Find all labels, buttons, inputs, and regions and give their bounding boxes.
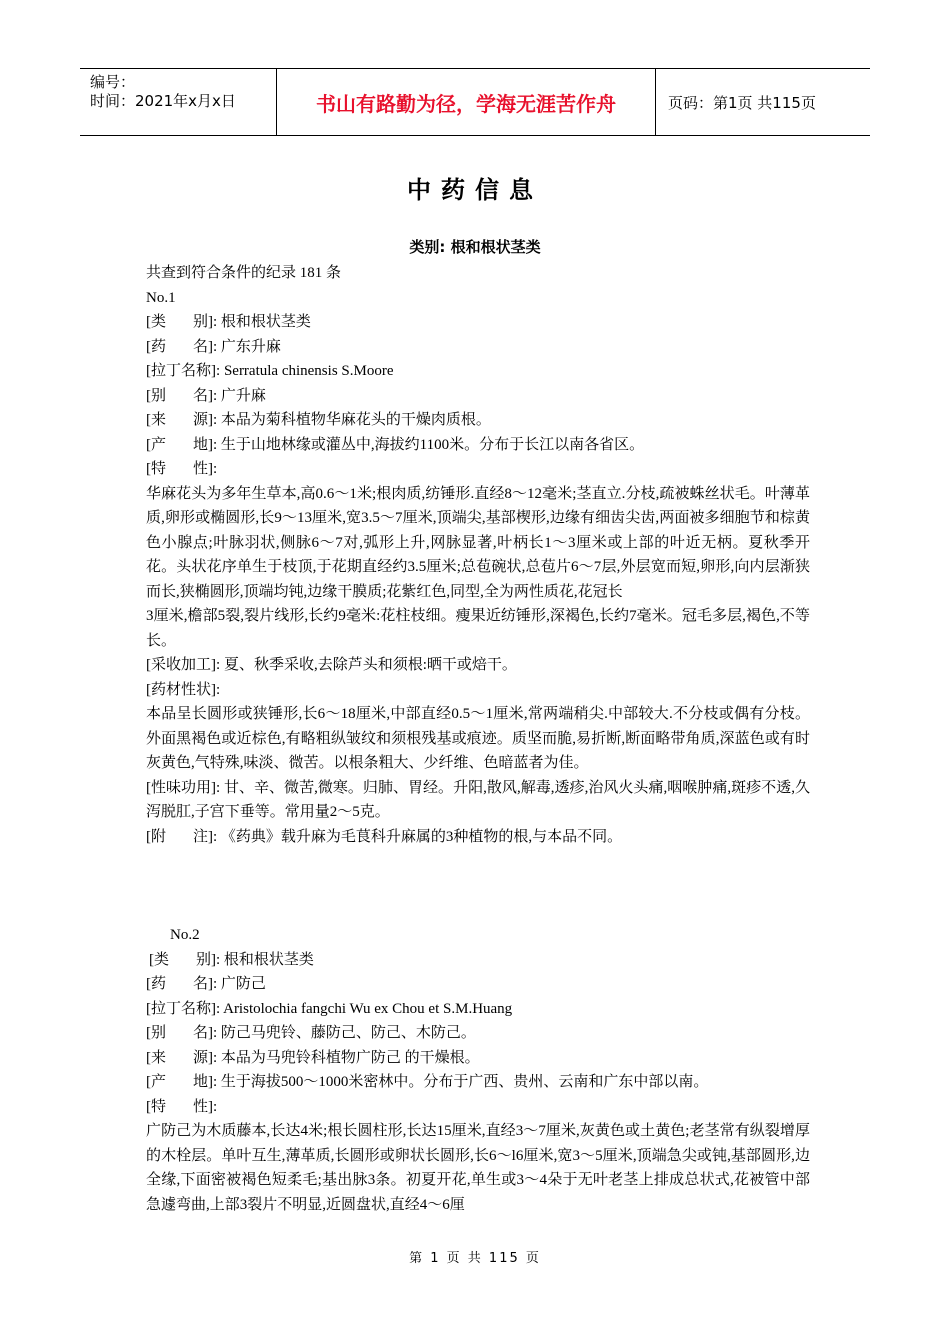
field-label: 别 名 <box>151 1025 208 1041</box>
field-source: [ 来 源 ]: 本品为马兜铃科植物广防己 的干燥根。 <box>146 1046 810 1071</box>
field-label: 来 源 <box>151 412 208 428</box>
entry-number: No.1 <box>146 289 176 306</box>
field-label: 性味功用 <box>151 779 212 796</box>
field-latin: [拉丁名称]: Serratula chinensis S.Moore <box>146 359 810 384</box>
field-label: 药 名 <box>151 976 208 992</box>
header-meta <box>90 73 236 111</box>
header-time: 时间：2021年x月x日 <box>90 92 236 110</box>
field-material: [药材性状]: <box>146 678 810 703</box>
field-label: 特 性 <box>151 461 208 477</box>
field-alias: [ 别 名 ]: 广升麻 <box>146 384 810 409</box>
record-count: 共查到符合条件的纪录 181 条 <box>146 265 342 281</box>
field-harvest: [采收加工]: 夏、秋季采收,去除芦头和须根:晒干或焙干。 <box>146 653 810 678</box>
field-taste: [性味功用]: 甘、辛、微苦,微寒。归肺、胃经。升阳,散风,解毒,透疹,治风火头痛,咽喉肿痛,斑疹不透,久泻脱肛,子宫下垂等。常用量2～5克。 <box>146 776 810 825</box>
field-trait: [ 特 性 ]: <box>146 1095 810 1120</box>
field-label: 药 名 <box>151 338 208 355</box>
document-title: 中药信息 <box>407 176 543 204</box>
document-body <box>146 261 810 1217</box>
field-trait: [ 特 性 ]: <box>146 457 810 482</box>
field-label: 采收加工 <box>151 657 212 673</box>
material-paragraph: 本品呈长圆形或狭锤形,长6～18厘米,中部直经0.5～1厘米,常两端稍尖.中部较大.不分枝或偶有分枝。外面黑褐色或近棕色,有略粗纵皱纹和须根残基或痕迹。质坚而脆,易折断,断面略带角质,深蓝色或有时灰黄色,气特殊,味淡、微苦。以根条粗大、少纤维、色暗蓝者为佳。 <box>146 706 810 771</box>
field-label: 产 地 <box>151 1074 208 1090</box>
field-label: 别 名 <box>151 387 208 404</box>
trait-paragraph: 华麻花头为多年生草本,高0.6～1米;根肉质,纺锤形.直经8～12毫米;茎直立.分枝,疏被蛛丝状毛。叶薄革质,卵形或椭圆形,长9～13厘米,宽3.5～7厘米,顶端尖,基部楔形,边缘有细齿尖齿,两面被多细胞节和棕黄色小腺点;叶脉羽状,侧脉6～7对,弧形上升,网脉显著,叶柄长1～3厘米或上部的叶近无柄。夏秋季开花。头状花序单生于枝顶,于花期直经约3.5厘米;总苞碗状,总苞片6～7层,外层宽而短,卵形,向内层渐狭而长,狭椭圆形,顶端均钝,边缘干膜质;花紫红色,同型,全为两性质花,花冠长 <box>146 485 810 600</box>
field-label: 来 源 <box>151 1049 208 1066</box>
field-label: 附 注 <box>151 828 208 845</box>
field-label: 产 地 <box>151 436 208 453</box>
field-label: 药材性状 <box>151 681 212 698</box>
entry-1 <box>146 286 810 850</box>
field-category: [ 类 别 ]: 根和根状茎类 <box>146 948 810 973</box>
field-origin: [ 产 地 ]: 生于海拔500～1000米密林中。分布于广西、贵州、云南和广东中部以南。 <box>146 1070 810 1095</box>
field-origin: [ 产 地 ]: 生于山地林缘或灌丛中,海拔约1100米。分布于长江以南各省区。 <box>146 433 810 458</box>
field-latin: [拉丁名称]: Aristolochia fangchi Wu ex Chou et S.M.Huang <box>146 997 810 1022</box>
header-page-info: 页码：第1页 共115页 <box>668 93 816 112</box>
page-header <box>80 68 870 136</box>
field-name: [ 药 名 ]: 广防己 <box>146 972 810 997</box>
trait-paragraph: 3厘米,檐部5裂,裂片线形,长约9毫米:花柱枝细。瘦果近纺锤形,深褐色,长约7毫米。冠毛多层,褐色,不等长。 <box>146 608 810 649</box>
field-label: 特 性 <box>151 1098 208 1115</box>
trait-paragraph: 广防己为木质藤本,长达4米;根长圆柱形,长达15厘米,直经3～7厘米,灰黄色或土黄色;老茎常有纵裂增厚的木栓层。单叶互生,薄革质,长圆形或卵状长圆形,长6～l6厘米,宽3～5厘米,顶端急尖或钝,基部圆形,边全缘,下面密被褐色短柔毛;基出脉3条。初夏开花,单生或3～4朵于无叶老茎上排成总状式,花被管中部急遽弯曲,上部3裂片不明显,近圆盘状,直经4～6厘 <box>146 1123 810 1213</box>
field-note: [ 附 注 ]: 《药典》载升麻为毛茛科升麻属的3种植物的根,与本品不同。 <box>146 825 810 850</box>
entry-2 <box>146 923 810 1217</box>
header-number: 编号： <box>90 73 136 91</box>
page-footer: 第 1 页 共 115 页 <box>409 1251 541 1266</box>
field-label: 类 别 <box>154 951 211 968</box>
entry-number: No.2 <box>170 927 200 943</box>
field-label: 类 别 <box>151 314 208 330</box>
field-category: [ 类 别 ]: 根和根状茎类 <box>146 310 810 335</box>
header-motto: 书山有路勤为径，学海无涯苦作舟 <box>276 69 656 135</box>
field-label: 拉丁名称 <box>151 363 212 379</box>
entry-spacer <box>146 849 810 923</box>
field-label: 拉丁名称 <box>151 1000 212 1017</box>
field-name: [ 药 名 ]: 广东升麻 <box>146 335 810 360</box>
category-title: 类别: 根和根状茎类 <box>409 238 541 256</box>
field-alias: [ 别 名 ]: 防己马兜铃、藤防己、防己、木防己。 <box>146 1021 810 1046</box>
field-source: [ 来 源 ]: 本品为菊科植物华麻花头的干燥肉质根。 <box>146 408 810 433</box>
